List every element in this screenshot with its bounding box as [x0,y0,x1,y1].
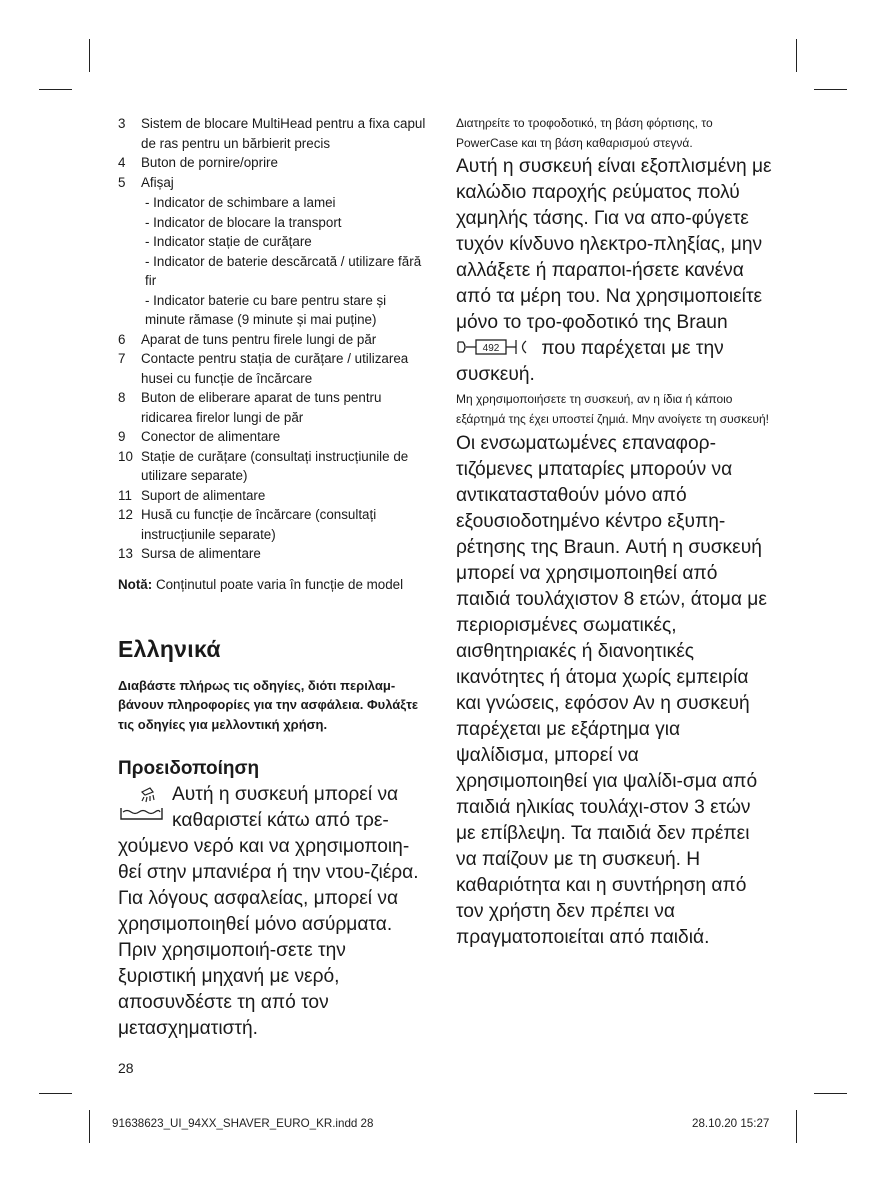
power-code: 492 [482,343,500,354]
footer-datetime: 28.10.20 15:27 [692,1117,770,1130]
list-item: - Indicator de blocare la transport [145,214,342,230]
list-item: 8 Buton de eliberare aparat de tuns pentru ridicarea firelor lungi de păr [118,390,382,425]
left-column [118,114,428,1042]
right-column [456,114,772,951]
list-item: - Indicator baterie cu bare pentru stare și minute rămase (9 minute și mai puține) [145,292,387,327]
keep-dry-note: Διατηρείτε το τροφοδοτικό, τη βάση φόρτισης, το PowerCase και τη βάση καθαρισμού στεγνά. [456,116,713,150]
list-item: 3 Sistem de blocare MultiHead pentru a fixa capul de ras pentru un bărbierit precis [118,116,426,151]
crop-mark [796,1110,797,1143]
list-item: 13 Sursa de alimentare [118,546,261,561]
crop-mark [814,1093,847,1094]
battery-children-paragraph: Οι ενσωματωμένες επαναφορ-τιζόμενες μπαταρίες μπορούν να αντικατασταθούν μόνο από εξουσιοδοτημένο κέντρο εξυπη-ρέτησης της Braun. Αυτή η συσκευή μπορεί να χρησιμοποιηθεί από παιδιά τουλάχιστον 8 ετών, άτομα με περιορισμένες σωματικές, αισθητηριακές ή διανοητικές ικανότητες ή άτομα χωρίς εμπειρία και γνώσεις, εφόσον Αν η συσκευή παρέχεται με εξάρτημα για ψαλίδισμα, μπορεί να χρησιμοποιηθεί για ψαλίδι-σμα από παιδιά ηλικίας τουλάχι-στον 3 ετών με επίβλεψη. Τα παιδιά δεν πρέπει να παίζουν με τη συσκευή. Η καθαριότητα και η συντήρηση από τον χρήστη δεν πρέπει να πραγματοποιείται από παιδιά. [456,433,767,948]
crop-mark [814,89,847,90]
crop-mark [39,89,72,90]
note-text: Conținutul poate varia în funcție de model [152,576,404,592]
display-indicator-list [118,193,428,330]
crop-mark [796,39,797,72]
list-item: 7 Contacte pentru stația de curățare / utilizarea husei cu funcție de încărcare [118,351,409,386]
warning-heading: Προειδοποίηση [118,758,260,779]
warning-lead [118,782,428,834]
list-item: 6 Aparat de tuns pentru firele lungi de păr [118,331,377,347]
list-item: - Indicator de schimbare a lamei [145,195,336,210]
washable-under-water-icon [118,782,166,826]
power-supply-text: Αυτή η συσκευή είναι εξοπλισμένη με καλώδιο παροχής ρεύματος πολύ χαμηλής τάσης. Για να απο-φύγετε τυχόν κίνδυνο ηλεκτρο-πληξίας, μην αλλάξετε ή παραποι-ήσετε κανένα από τα μέρη του. Να χρησιμοποιείτε μόνο το τρο-φοδοτικό της Braun [456,156,772,333]
page-number: 28 [118,1060,134,1076]
footer-file-info: 91638623_UI_94XX_SHAVER_EURO_KR.indd 28 [112,1117,374,1130]
crop-mark [89,39,90,72]
list-item: 11 Suport de alimentare [118,487,266,503]
warning-body: χούμενο νερό και να χρησιμοποιη-θεί στην μπανιέρα ή την ντου-ζιέρα. Για λόγους ασφαλείας, μπορεί να χρησιμοποιηθεί μόνο ασύρματα. Πριν χρησιμοποιή-σετε την ξυριστική μηχανή με νερό, αποσυνδέστε τη από τον μετασχηματιστή. [118,836,419,1039]
power-supply-text-end: που παρέχεται με την συσκευή. [456,338,724,385]
warning-lead-text: Αυτή η συσκευή μπορεί να καθαριστεί κάτω από τρε- [172,784,399,831]
list-item: 10 Stație de curățare (consultați instrucțiunile de utilizare separate) [118,448,409,483]
damage-warning: Μη χρησιμοποιήσετε τη συσκευή, αν η ίδια ή κάποιο εξάρτημά της έχει υποστεί ζημιά. Μην ανοίγετε τη συσκευή! [456,392,769,426]
intro-text: Διαβάστε πλήρως τις οδηγίες, διότι περιλαμ-βάνουν πληροφορίες για την ασφάλεια. Φυλάξτε τις οδηγίες για μελλοντική χρήση. [118,677,419,732]
power-supply-symbol-icon [456,338,536,356]
crop-mark [89,1110,90,1143]
note-label: Notă: [118,576,153,592]
crop-mark [39,1093,72,1094]
list-item: - Indicator de baterie descărcată / utilizare fără fir [145,253,422,288]
note [118,575,428,594]
list-item: 9 Conector de alimentare [118,429,281,444]
power-supply-paragraph [456,154,772,388]
list-item: 5 Afișaj - Indicator de schimbare a lamei - Indicator de blocare la transport - Indicator stație de curățare - Indicator de baterie descărcată / utilizare fără fir - Indicator baterie cu bare pentru stare și minute rămase (9 minute și mai puține) [118,173,428,330]
list-item: 4 Buton de pornire/oprire [118,155,278,170]
list-item: 12 Husă cu funcție de încărcare (consultați instrucțiunile separate) [118,507,377,542]
language-heading: Ελληνικά [118,635,221,662]
list-item: - Indicator stație de curățare [145,234,312,249]
parts-list [118,114,428,564]
